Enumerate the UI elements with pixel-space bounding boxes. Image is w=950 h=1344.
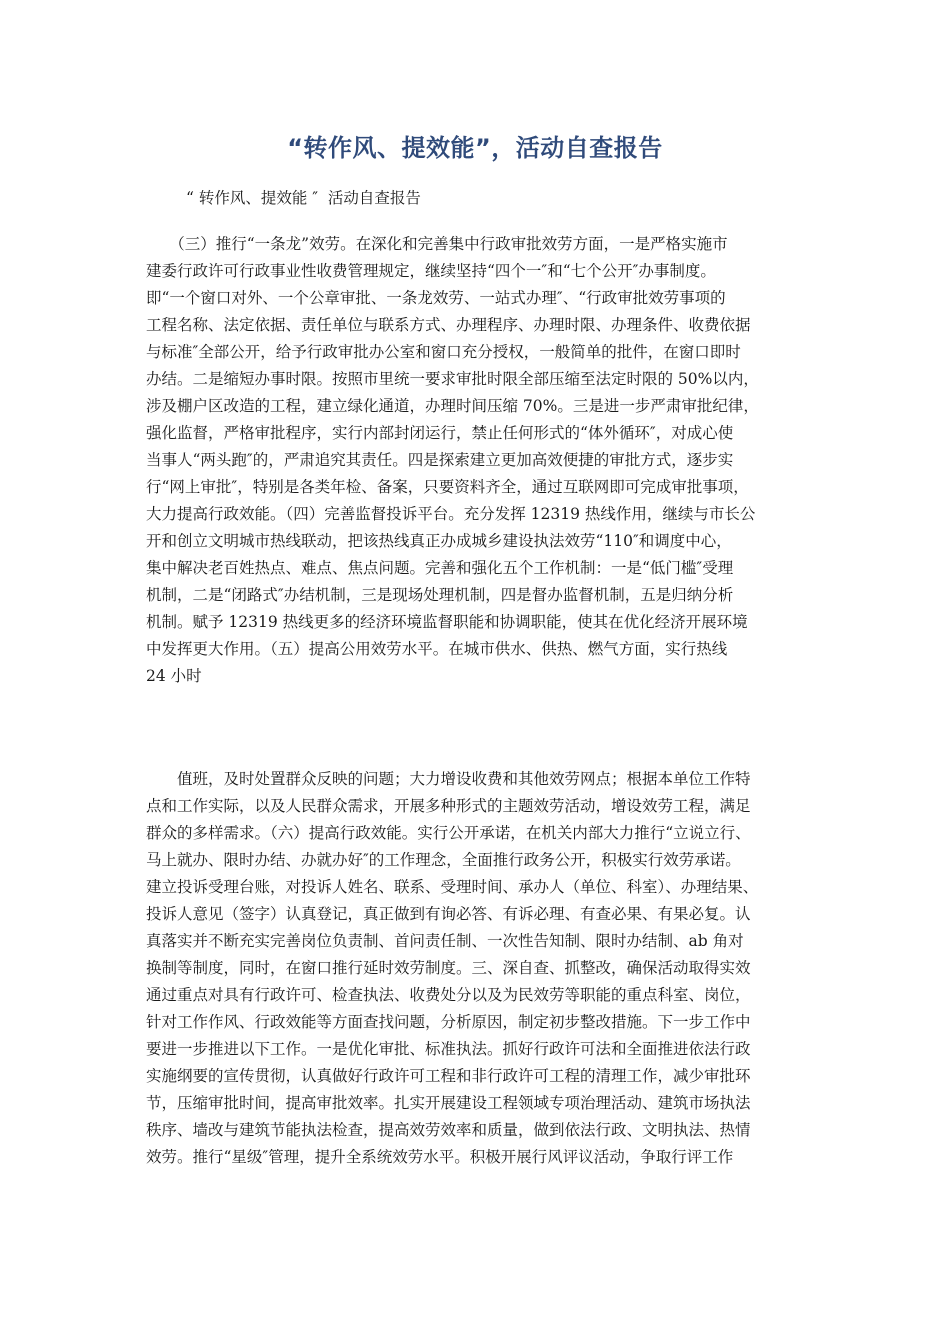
text-line: 大力提高行政效能。（四）完善监督投诉平台。充分发挥 12319 热线作用，继续与市长公 bbox=[146, 505, 756, 523]
text-line: 效劳。推行“星级″管理，提升全系统效劳水平。积极开展行风评议活动，争取行评工作 bbox=[146, 1148, 734, 1166]
body-paragraph-1 bbox=[146, 231, 811, 690]
text-line: 值班，及时处置群众反映的问题；大力增设收费和其他效劳网点；根据本单位工作特 bbox=[146, 770, 751, 788]
text-line: 与标准″全部公开，给予行政审批办公室和窗口充分授权，一般简单的批件，在窗口即时 bbox=[146, 343, 741, 361]
text-line: 涉及棚户区改造的工程，建立绿化通道，办理时间压缩 70%。三是进一步严肃审批纪律， bbox=[146, 397, 759, 415]
text-line: 24 小时 bbox=[146, 667, 202, 685]
document-subtitle: “ 转作风、提效能 ″ 活动自查报告 bbox=[186, 189, 421, 207]
text-line: 秩序、墙改与建筑节能执法检查，提高效劳效率和质量，做到依法行政、文明执法、热情 bbox=[146, 1121, 751, 1139]
text-line: 中发挥更大作用。（五）提高公用效劳水平。在城市供水、供热、燃气方面，实行热线 bbox=[146, 640, 728, 658]
text-line: 开和创立文明城市热线联动，把该热线真正办成城乡建设执法效劳“110″和调度中心， bbox=[146, 532, 732, 550]
text-line: 即“一个窗口对外、一个公章审批、一条龙效劳、一站式办理″、“行政审批效劳事项的 bbox=[146, 289, 726, 307]
text-line: 换制等制度，同时，在窗口推行延时效劳制度。三、深自查、抓整改，确保活动取得实效 bbox=[146, 959, 751, 977]
text-line: 节，压缩审批时间，提高审批效率。扎实开展建设工程领域专项治理活动、建筑市场执法 bbox=[146, 1094, 751, 1112]
text-line: 机制，二是“闭路式″办结机制，三是现场处理机制，四是督办监督机制，五是归纳分析 bbox=[146, 586, 734, 604]
text-line: 群众的多样需求。（六）提高行政效能。实行公开承诺，在机关内部大力推行“立说立行、 bbox=[146, 824, 751, 842]
document-title: “转作风、提效能”，活动自查报告 bbox=[287, 134, 663, 162]
text-line: 机制。赋予 12319 热线更多的经济环境监督职能和协调职能，使其在优化经济开展环境 bbox=[146, 613, 748, 631]
text-line: 点和工作实际，以及人民群众需求，开展多种形式的主题效劳活动，增设效劳工程，满足 bbox=[146, 797, 751, 815]
text-line: 强化监督，严格审批程序，实行内部封闭运行，禁止任何形式的“体外循环″，对成心使 bbox=[146, 424, 734, 442]
text-line: 真落实并不断充实完善岗位负责制、首问责任制、一次性告知制、限时办结制、ab 角对 bbox=[146, 932, 744, 950]
text-line: 实施纲要的宣传贯彻，认真做好行政许可工程和非行政许可工程的清理工作，减少审批环 bbox=[146, 1067, 751, 1085]
text-line: 针对工作作风、行政效能等方面查找问题，分析原因，制定初步整改措施。下一步工作中 bbox=[146, 1013, 751, 1031]
text-line: （三）推行“一条龙”效劳。在深化和完善集中行政审批效劳方面，一是严格实施市 bbox=[146, 235, 728, 253]
text-line: 办结。二是缩短办事时限。按照市里统一要求审批时限全部压缩至法定时限的 50%以内， bbox=[146, 370, 759, 388]
text-line: 行“网上审批″，特别是各类年检、备案，只要资料齐全，通过互联网即可完成审批事项， bbox=[146, 478, 749, 496]
text-line: 工程名称、法定依据、责任单位与联系方式、办理程序、办理时限、办理条件、收费依据 bbox=[146, 316, 751, 334]
text-line: 建委行政许可行政事业性收费管理规定，继续坚持“四个一″和“七个公开″办事制度。 bbox=[146, 262, 716, 280]
body-paragraph-2 bbox=[146, 766, 811, 1171]
text-line: 当事人“两头跑″的，严肃追究其责任。四是探索建立更加高效便捷的审批方式，逐步实 bbox=[146, 451, 734, 469]
text-line: 建立投诉受理台账，对投诉人姓名、联系、受理时间、承办人（单位、科室）、办理结果、 bbox=[146, 878, 759, 896]
text-line: 集中解决老百姓热点、难点、焦点问题。完善和强化五个工作机制：一是“低门槛″受理 bbox=[146, 559, 734, 577]
text-line: 投诉人意见（签字）认真登记，真正做到有询必答、有诉必理、有查必果、有果必复。认 bbox=[146, 905, 751, 923]
text-line: 马上就办、限时办结、办就办好″的工作理念，全面推行政务公开，积极实行效劳承诺。 bbox=[146, 851, 741, 869]
text-line: 通过重点对具有行政许可、检查执法、收费处分以及为民效劳等职能的重点科室、岗位， bbox=[146, 986, 751, 1004]
text-line: 要进一步推进以下工作。一是优化审批、标准执法。抓好行政许可法和全面推进依法行政 bbox=[146, 1040, 751, 1058]
